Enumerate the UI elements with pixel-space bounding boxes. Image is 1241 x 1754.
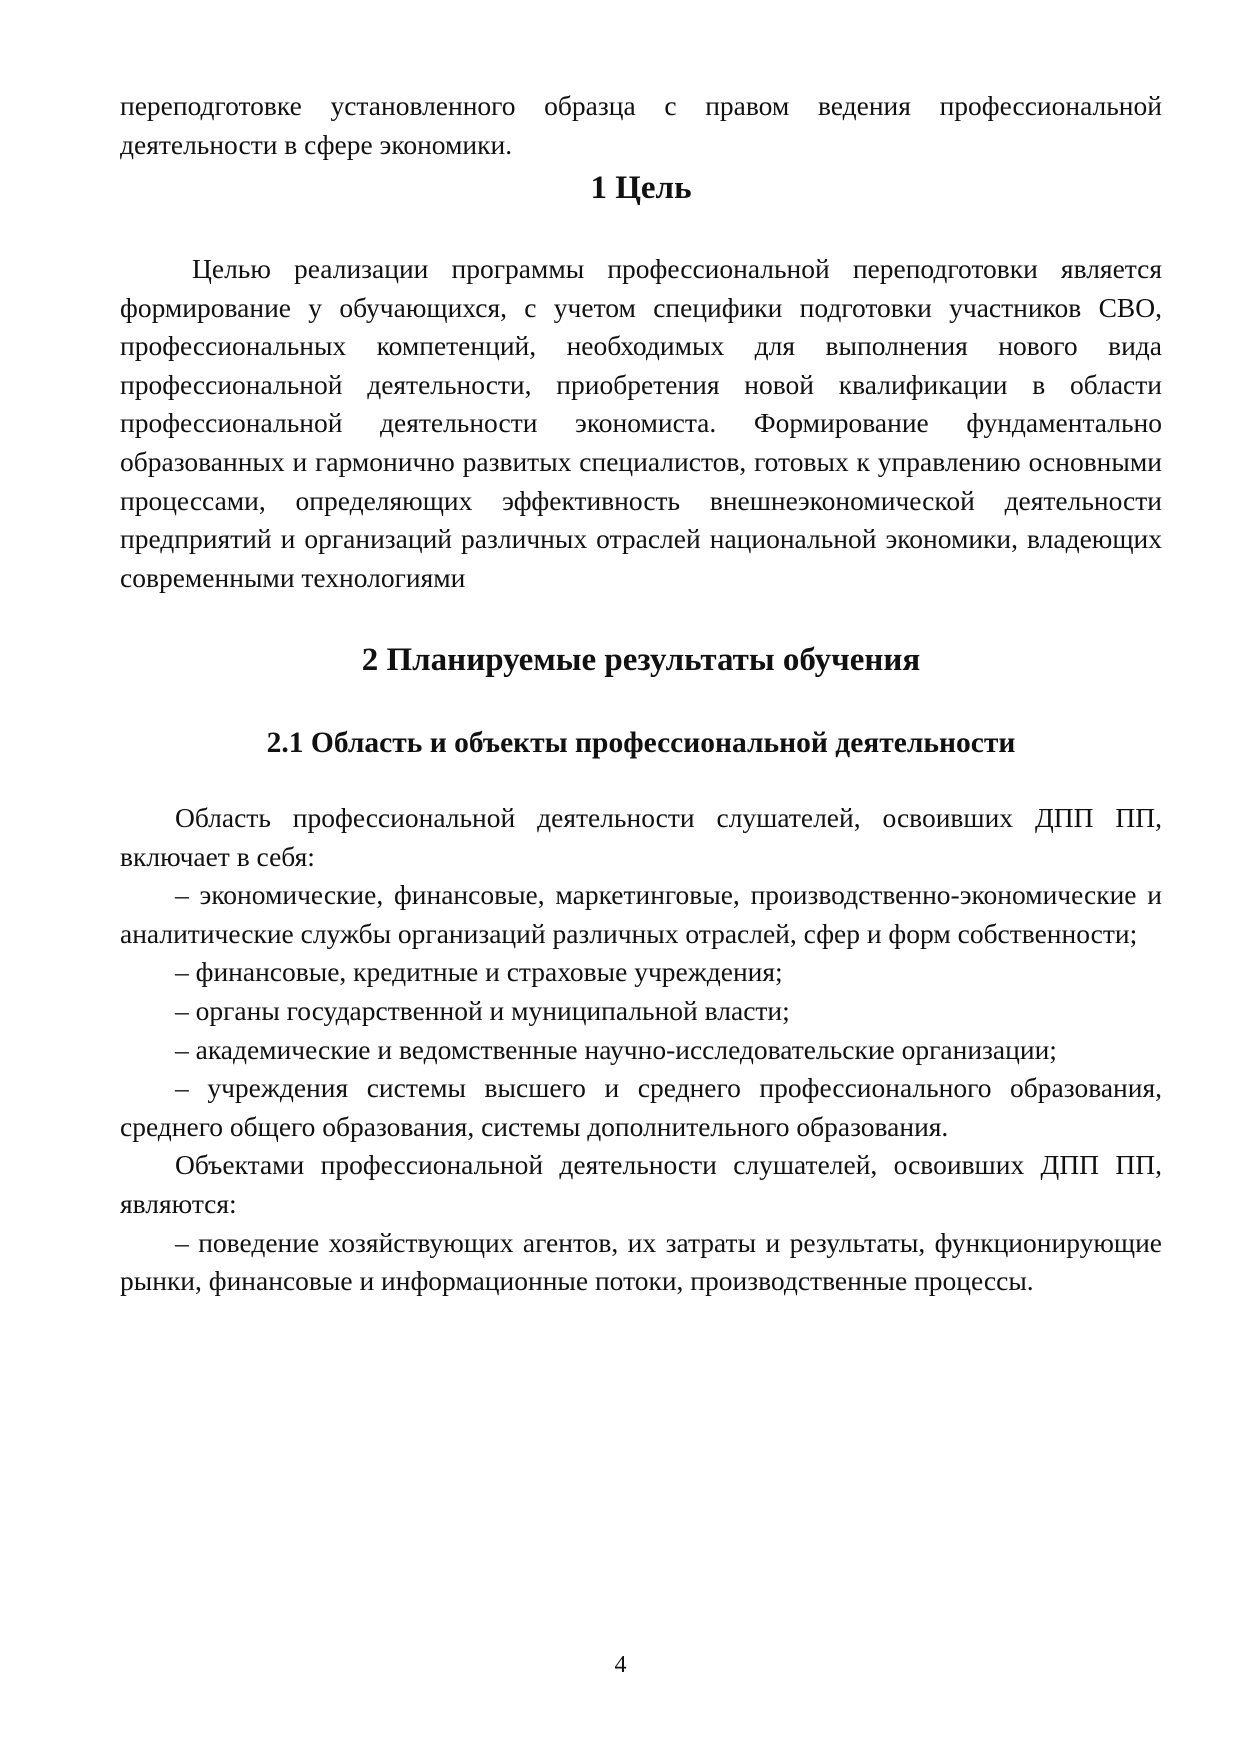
section-1-body [120, 250, 1162, 597]
list-item: – академические и ведомственные научно-исследовательские организации; [175, 1033, 1057, 1065]
continuation-paragraph [120, 87, 1162, 164]
list-item: – поведение хозяйствующих агентов, их затраты и результаты, функционирующие рынки, финансовые и информационные потоки, производственные процессы. [120, 1226, 1162, 1297]
goal-paragraph: Целью реализации программы профессиональной переподготовки является формирование у обучающихся, с учетом специфики подготовки участников СВО, профессиональных компетенций, необходимых для выполнения нового вида профессиональной деятельности, приобретения новой квалификации в области профессиональной деятельности экономиста. Формирование фундаментально образованных и гармонично развитых специалистов, готовых к управлению основными процессами, определяющих эффективность внешнеэкономической деятельности предприятий и организаций различных отраслей национальной экономики, владеющих современными технологиями [120, 253, 1162, 593]
subsection-2-1-body [120, 799, 1162, 1301]
subsection-2-1-heading: 2.1 Область и объекты профессиональной деятельности [266, 727, 1016, 759]
continuation-text: переподготовке установленного образца с правом ведения профессиональной деятельности в сфере экономики. [120, 90, 1162, 160]
list-item: – экономические, финансовые, маркетинговые, производственно-экономические и аналитические службы организаций различных отраслей, сфер и форм собственности; [120, 879, 1162, 949]
section-2-heading: 2 Планируемые результаты обучения [361, 642, 921, 678]
list-item: – органы государственной и муниципальной власти; [175, 994, 790, 1026]
list-item: – финансовые, кредитные и страховые учреждения; [175, 956, 783, 988]
paragraph: Объектами профессиональной деятельности слушателей, освоивших ДПП ПП, являются: [120, 1149, 1162, 1219]
list-item: – учреждения системы высшего и среднего профессионального образования, среднего общего образования, системы дополнительного образования. [120, 1072, 1162, 1142]
page-number: 4 [614, 1652, 627, 1678]
section-1-heading: 1 Цель [590, 170, 692, 206]
paragraph: Область профессиональной деятельности слушателей, освоивших ДПП ПП, включает в себя: [120, 802, 1162, 872]
